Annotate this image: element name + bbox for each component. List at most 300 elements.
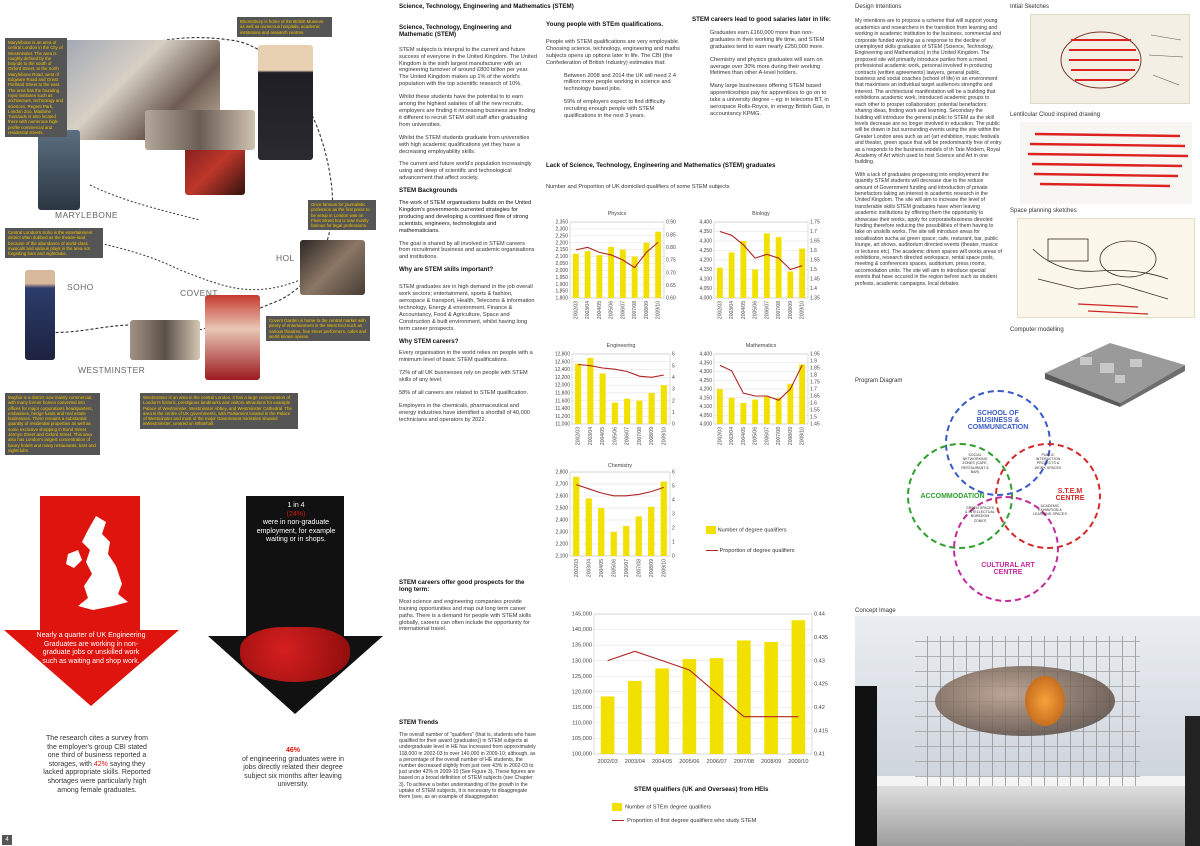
sketch-lines xyxy=(1018,219,1196,319)
x-tick-label: 2005/06 xyxy=(752,301,759,320)
x-tick-label: 2002/03 xyxy=(597,759,618,765)
plot-frame xyxy=(594,614,812,754)
uk-map-icon xyxy=(58,514,133,614)
x-tick-label: 2005/06 xyxy=(608,301,615,320)
x-tick-label: 2005/06 xyxy=(612,427,619,446)
chart-svg xyxy=(546,458,684,590)
y-tick-label: 105,000 xyxy=(571,736,592,743)
paragraph: Whilst the STEM students graduate from universities with high academic qualifications yet they have a decreasing employability skills. xyxy=(399,134,530,155)
y-tick-label: 4,400 xyxy=(699,219,712,226)
y2-tick-label: 1.55 xyxy=(810,407,820,414)
chart-stem-qualifiers xyxy=(546,604,846,774)
district-label: WESTMINSTER xyxy=(78,365,146,375)
legend-bar-swatch xyxy=(612,803,622,811)
y2-tick-label: 1.65 xyxy=(810,238,820,245)
photo-covent-performer xyxy=(205,295,260,380)
bar xyxy=(799,365,805,425)
venn-label-top: SCHOOL OF BUSINESS & COMMUNICATION xyxy=(967,410,1029,431)
y-tick-label: 12,800 xyxy=(554,351,570,358)
x-tick-label: 2004/05 xyxy=(596,301,603,320)
chart-mathematics xyxy=(690,338,828,454)
page-heading: Science, Technology, Engineering and Mathematics (STEM) xyxy=(399,3,574,10)
y-tick-label: 12,600 xyxy=(554,359,570,366)
chart-svg xyxy=(690,338,828,454)
x-tick-label: 2007/08 xyxy=(636,559,643,578)
x-tick-label: 2008/09 xyxy=(648,559,655,578)
note-soho: Central London's Soho is the entertainment district often dubbed as the theatre-land because of the abundance of world-class musicals and various plays in the area not forgetting bars and nightclubs. xyxy=(5,228,103,258)
y2-tick-label: 6 xyxy=(672,469,675,476)
x-tick-label: 2007/08 xyxy=(636,427,643,446)
paragraph: Every organisation in the world relies on people with a minimum level of basic STEM qualifications. xyxy=(399,350,533,364)
y-tick-label: 11,800 xyxy=(555,390,570,397)
x-tick-label: 2006/07 xyxy=(706,759,727,765)
paragraph: The current and future world's population increasingly using and deep of scientific and technological advancement that affect society. xyxy=(399,161,532,182)
y2-tick-label: 1.6 xyxy=(810,400,817,407)
x-tick-label: 2007/08 xyxy=(733,759,754,765)
chart-title: Engineering xyxy=(606,343,636,349)
district-label: MARYLEBONE xyxy=(55,210,118,220)
y2-tick-label: 1.5 xyxy=(810,267,817,274)
bar xyxy=(717,268,723,298)
concept-black-wall xyxy=(1185,716,1200,846)
right-arrow-2: were in non-graduate employment, for example waiting or in shops. xyxy=(256,519,336,544)
concept-image xyxy=(855,616,1200,846)
computer-model xyxy=(1040,335,1190,407)
paragraph: STEM subjects is intergral to the current and future success of everyone in the United Kingdom. The United Kingdom is the sixth largest manufacturer with an engineering turnover of around £800 billion per year. The United Kingdom makes up 1% of the world's population with the top scientific research of 10%. xyxy=(399,46,537,88)
y2-tick-label: 3 xyxy=(672,511,675,518)
y2-tick-label: 0.70 xyxy=(666,270,676,277)
y-tick-label: 4,350 xyxy=(699,229,712,236)
y-tick-label: 2,300 xyxy=(555,226,568,233)
note-fleet: Once famous for journalistic profession as the first press to be setup in London was on Fleet Street but is now mostly famous for legal professions. xyxy=(308,200,376,230)
plot-frame xyxy=(572,354,670,424)
legend-line-label: Proportion of first degree qualifiers who study STEM xyxy=(627,818,757,825)
y2-tick-label: 0.60 xyxy=(666,295,676,302)
y-tick-label: 2,700 xyxy=(555,481,568,488)
chart-svg xyxy=(546,604,846,774)
right-arrow-pct: (24%) xyxy=(286,510,306,518)
section-heading: STEM Backgrounds xyxy=(399,187,458,195)
y2-tick-label: 1 xyxy=(672,409,675,416)
infographic-panel xyxy=(0,492,380,846)
bar xyxy=(710,658,724,754)
big-pct-text xyxy=(238,747,348,790)
y2-tick-label: 2 xyxy=(672,398,675,405)
legend-big xyxy=(612,803,842,825)
y-tick-label: 2,050 xyxy=(555,261,568,268)
bar xyxy=(636,401,642,424)
bar xyxy=(737,640,751,754)
y2-tick-label: 3 xyxy=(672,386,675,393)
x-tick-label: 2005/06 xyxy=(679,759,700,765)
x-tick-label: 2003/04 xyxy=(585,301,592,320)
x-tick-label: 2003/04 xyxy=(586,559,593,578)
y2-tick-label: 0 xyxy=(672,421,675,428)
y-tick-label: 2,500 xyxy=(555,505,568,512)
y-tick-label: 2,800 xyxy=(555,469,568,476)
venn-overlap: SOCIAL NETWORKING ZONES (CAFE, RESTAURANT & BAR) xyxy=(961,453,989,474)
y-tick-label: 4,050 xyxy=(699,412,712,419)
x-tick-label: 2009/10 xyxy=(799,301,806,320)
y-tick-label: 4,300 xyxy=(699,369,712,376)
program-heading: Program Diagram xyxy=(855,378,903,384)
paragraph: The work of STEM organisations builds on the United Kingdom's governments currented strategies for producing and developing a continued flow of strong scientists, engineers, technologists and mathematicians. xyxy=(399,200,532,234)
column-1-trends xyxy=(399,720,537,806)
bar xyxy=(649,393,655,424)
y2-tick-label: 1.85 xyxy=(810,365,820,372)
section-heading: Design Intentions xyxy=(855,4,902,10)
x-tick-label: 2005/06 xyxy=(611,559,618,578)
bar xyxy=(586,498,592,556)
paragraph: The overall number of "qualifiers" (that is, students who have qualified for their award (graduates)) in STEM subjects at undergraduate level in HE has increased from approximately 118,000 in 2002-03 to over 140,000 in 2009-10; although, as a percentage of the overall number of HE students, the number decreased slightly from just over 43% in 2002-03 to just under 42% in 2009-10 (See Figure 3). These figures are based on a broad definition of STEM subjects (see Chapter 3). To achieve a better understanding of the growth in the uptake of STEM subjects, it is necessary to disaggregate them (see, as an example of disaggregation xyxy=(399,731,536,800)
x-tick-label: 2004/05 xyxy=(652,759,673,765)
y-tick-label: 145,000 xyxy=(571,611,592,618)
note-marylebone: Marylebone is an area of central London in the City of Westminster. The area is roughly defined by the bounds to the south of Oxford Street, to the north Marylebone Road, west of Edgware Road and Great Portland Street to the east. The area has the founding royal institutes such as architecture, technology and sciences. Regent Park, London Zoo, Madame Tussauds is also located there with numerous high-profile commercial and residential streets. xyxy=(5,38,67,137)
chart-engineering xyxy=(546,338,684,454)
y-tick-label: 12,400 xyxy=(554,367,570,374)
y-tick-label: 4,100 xyxy=(699,404,712,411)
bar xyxy=(596,255,602,298)
y2-tick-label: 6 xyxy=(672,351,675,358)
map-panel xyxy=(0,0,380,470)
bar xyxy=(683,659,697,754)
y2-tick-label: 1.4 xyxy=(810,286,817,293)
bar xyxy=(717,389,723,424)
y-tick-label: 1,950 xyxy=(555,274,568,281)
x-tick-label: 2003/04 xyxy=(729,301,736,320)
paragraph: People with STEM qualifications are very employable. Choosing science, technology, engineering and maths subjects opens up options later in life. The CBI (the Confederation of British Industry) estimates that: xyxy=(546,38,680,66)
section-heading: Science, Technology, Engineering and Mathematic (STEM) xyxy=(399,23,512,38)
sketch-heading-2: Lentilcular Cloud inspired drawing xyxy=(1010,112,1101,118)
y-tick-label: 135,000 xyxy=(571,642,592,649)
bar xyxy=(776,237,782,298)
x-tick-label: 2004/05 xyxy=(600,427,607,446)
sketch-lines xyxy=(1031,15,1191,105)
section-heading: STEM careers lead to good salaries later in life: xyxy=(692,16,831,23)
chart-svg xyxy=(690,206,828,332)
big-pct-desc: of engineering graduates were in jobs directly related their degree subject six months after leaving university. xyxy=(242,755,344,789)
concept-ground xyxy=(855,786,1200,846)
sketch-lines xyxy=(1020,122,1192,204)
y2-tick-label: 1.6 xyxy=(810,248,817,255)
x-tick-label: 2008/09 xyxy=(761,759,782,765)
y-tick-label: 11,600 xyxy=(555,398,570,405)
legend-bar-swatch xyxy=(706,526,716,534)
survey-pct: 42% xyxy=(93,760,108,768)
legend-small xyxy=(706,526,826,555)
y-tick-label: 4,250 xyxy=(699,248,712,255)
y-tick-label: 2,350 xyxy=(555,219,568,226)
bar xyxy=(598,508,604,556)
x-tick-label: 2005/06 xyxy=(752,427,759,446)
y2-tick-label: 0 xyxy=(672,553,675,560)
legend-bar-label: Number of STEm degree qualifiers xyxy=(625,804,712,811)
page-number: 4 xyxy=(2,835,12,845)
y-tick-label: 4,400 xyxy=(699,351,712,358)
y2-tick-label: 0.41 xyxy=(814,751,825,758)
x-tick-label: 2003/04 xyxy=(624,759,645,765)
bar xyxy=(601,696,615,754)
bar xyxy=(632,257,638,298)
y-tick-label: 4,000 xyxy=(699,421,712,428)
note-westminster: Westminster is an area in the central London, it has a large concentration of London's historic, prestigious landmarks and visitors attractions for example Palace of Westminster, Westminster Abbey, and Westminster Cathedral. The area is the centre of UK governments, with Parliament located in the Palace of Westminster and most of the major Government ministries situated inWestminster, centred on Whitehall. xyxy=(140,393,298,429)
bar xyxy=(620,250,626,298)
y2-tick-label: 1.45 xyxy=(810,276,820,283)
note-covent: Covent Garden is home to the central market with plenty of entertainment in the West End such as various theatres, free street performers, cafes and world known operas. xyxy=(266,316,370,341)
section-heading: Why STEM careers? xyxy=(399,337,459,345)
y-tick-label: 130,000 xyxy=(571,658,592,665)
y2-tick-label: 4 xyxy=(672,497,675,504)
y-tick-label: 2,150 xyxy=(555,247,568,254)
x-tick-label: 2004/05 xyxy=(598,559,605,578)
y-tick-label: 4,250 xyxy=(699,377,712,384)
x-tick-label: 2002/03 xyxy=(717,427,724,446)
y-tick-label: 2,200 xyxy=(555,541,568,548)
x-tick-label: 2009/10 xyxy=(661,427,668,446)
bar xyxy=(573,477,579,556)
x-tick-label: 2008/09 xyxy=(787,301,794,320)
x-tick-label: 2006/07 xyxy=(623,559,630,578)
y2-tick-label: 1.55 xyxy=(810,257,820,264)
paragraph: Between 2008 and 2014 the UK will need 2.4 million more people working in science and technology based jobs. xyxy=(564,72,676,93)
x-tick-label: 2002/03 xyxy=(575,427,582,446)
y2-tick-label: 0.85 xyxy=(666,232,676,239)
sketch-space-planning xyxy=(1017,218,1195,318)
y-tick-label: 4,150 xyxy=(699,395,712,402)
x-tick-label: 2009/10 xyxy=(788,759,809,765)
y2-tick-label: 0.80 xyxy=(666,244,676,251)
survey-2: saying they lacked appropriate skills. Reported shortages were particularly high among female graduates. xyxy=(43,760,151,794)
district-label: COVENT xyxy=(180,288,218,298)
chart-svg xyxy=(546,206,684,332)
legend-line-label: Proportion of degree qualifiers xyxy=(719,548,795,555)
concept-orange-element xyxy=(1025,676,1065,726)
right-arrow-1: 1 in 4 xyxy=(287,502,305,509)
y-tick-label: 12,200 xyxy=(554,374,570,381)
y-tick-label: 4,200 xyxy=(699,257,712,264)
venn-overlap: ACADEMIC EXHIBITION & LEARNING SPACES xyxy=(1033,504,1067,517)
note-mayfair: Mayfair is a district now mainly commercial, with many former homes converted into offices for major corporations headquarters, embassies, hedge funds and real estate businesses. There remains a substantial quantity of residential properties as well as some exclusive shopping in Bond Street, Jermyn Street and Oxford Street. This area also has London's largest concentration of luxury hotels and many restaurants, bars and nightclubs. xyxy=(5,393,100,455)
y-tick-label: 11,200 xyxy=(555,413,570,420)
x-tick-label: 2006/07 xyxy=(624,427,631,446)
photo-woman xyxy=(25,270,55,360)
y2-tick-label: 1.8 xyxy=(810,372,817,379)
y-tick-label: 11,400 xyxy=(555,406,570,413)
y2-tick-label: 0.43 xyxy=(814,658,825,665)
y-tick-label: 4,100 xyxy=(699,276,712,283)
y-tick-label: 115,000 xyxy=(572,704,592,711)
plot-frame xyxy=(570,472,670,556)
bar xyxy=(729,252,735,298)
bar xyxy=(729,398,735,424)
bar xyxy=(655,668,669,754)
y-tick-label: 4,000 xyxy=(699,295,712,302)
paragraph: STEM graduates are in high demand in the job overall work sectors; entertainment, sports & fashion, aerospace & transport, Health, Telecoms & information technology, Energy & environment, Finance & Accountancy, Food & Agriculture, Space and Construction & built environment, whilst having long term career prospects. xyxy=(399,284,535,332)
y2-tick-label: 1.45 xyxy=(810,421,820,428)
x-tick-label: 2002/03 xyxy=(573,559,580,578)
bar xyxy=(655,232,661,298)
y-tick-label: 4,050 xyxy=(699,286,712,293)
y2-tick-label: 4 xyxy=(672,374,675,381)
x-tick-label: 2004/05 xyxy=(740,427,747,446)
x-tick-label: 2007/08 xyxy=(776,301,783,320)
paragraph: Many large businesses offering STEM based apprenticeships pay for apprentices to go on to take a university degree – eg: in telecoms BT, in aerospace Rolls-Royce, in energy British Gas, in accountancy KPMG. xyxy=(710,83,831,117)
y2-tick-label: 1.5 xyxy=(810,414,817,421)
y2-tick-label: 1.75 xyxy=(810,379,820,386)
y2-tick-label: 0.425 xyxy=(814,681,828,688)
bar xyxy=(661,482,667,556)
y-tick-label: 4,150 xyxy=(699,267,712,274)
bar xyxy=(740,241,746,298)
y2-tick-label: 2 xyxy=(672,525,675,532)
chart-biology xyxy=(690,206,828,332)
series-line xyxy=(576,485,664,496)
y-tick-label: 2,000 xyxy=(555,267,568,274)
chart-title: Biology xyxy=(752,211,770,217)
y2-tick-label: 0.42 xyxy=(814,704,825,711)
photo-westminster-people xyxy=(130,320,200,360)
y-tick-label: 125,000 xyxy=(571,673,592,680)
bar xyxy=(648,507,654,556)
survey-1: The research cites a survey from the employer's group CBI stated one third of business reported a storages, with xyxy=(46,735,148,768)
y-tick-label: 2,100 xyxy=(555,553,568,560)
x-tick-label: 2006/07 xyxy=(620,301,627,320)
y2-tick-label: 0.75 xyxy=(666,257,676,264)
red-blob xyxy=(240,627,350,682)
plot-frame xyxy=(570,222,664,298)
venn-overlap: PUBLIC INTERACTION PROJECTS & WORK SPACES xyxy=(1034,453,1062,470)
bar xyxy=(575,364,581,424)
district-label: HOL xyxy=(276,253,295,263)
bar xyxy=(764,233,770,298)
x-tick-label: 2009/10 xyxy=(799,427,806,446)
y2-tick-label: 5 xyxy=(672,483,675,490)
section-heading: STEM Trends xyxy=(399,719,439,726)
concept-black-wall xyxy=(855,686,877,846)
y2-tick-label: 0.44 xyxy=(814,611,825,618)
y-tick-label: 4,300 xyxy=(699,238,712,245)
bar xyxy=(623,526,629,556)
bar xyxy=(799,249,805,298)
venn-label-bottom: CULTURAL ART CENTRE xyxy=(981,562,1035,576)
bar xyxy=(752,400,758,425)
y-tick-label: 11,000 xyxy=(555,421,570,428)
bar xyxy=(636,516,642,556)
y-tick-label: 1,900 xyxy=(555,281,568,288)
y2-tick-label: 1.65 xyxy=(810,393,820,400)
bar xyxy=(585,251,591,298)
bar xyxy=(764,396,770,424)
y-tick-label: 2,600 xyxy=(555,493,568,500)
y-tick-label: 120,000 xyxy=(571,689,592,696)
y2-tick-label: 1 xyxy=(672,539,675,546)
big-chart-title: STEM qualifiers (UK and Overseas) from HEIs xyxy=(634,786,769,793)
chart-title: Mathematics xyxy=(745,343,777,349)
bar xyxy=(661,385,667,424)
y-tick-label: 100,000 xyxy=(571,751,592,758)
chart-physics xyxy=(546,206,684,332)
column-2b xyxy=(692,17,832,124)
x-tick-label: 2004/05 xyxy=(740,301,747,320)
bar xyxy=(787,271,793,298)
bar xyxy=(776,398,782,424)
y-tick-label: 1,800 xyxy=(555,295,568,302)
sketch-heading-4: Computer modelling xyxy=(1010,327,1064,333)
section-heading: STEM careers offer good prospects for the long term: xyxy=(399,579,525,593)
paragraph: Graduates earn £160,000 more than non-graduates in their working life time, and STEM graduates tend to earn nearly £250,000 more. xyxy=(710,29,825,50)
x-tick-label: 2006/07 xyxy=(764,301,771,320)
chart-title: Physics xyxy=(607,211,627,217)
sketch-lenticular xyxy=(1020,122,1192,204)
photo-contract xyxy=(300,240,365,295)
venn-label-right: S.T.E.M CENTRE xyxy=(1055,488,1085,502)
bar xyxy=(787,384,793,424)
chart-chemistry xyxy=(546,458,684,590)
x-tick-label: 2003/04 xyxy=(587,427,594,446)
bar xyxy=(600,373,606,424)
sketch-heading-3: Space planning sketches xyxy=(1010,208,1077,214)
legend-bar-label: Number of degree qualifiers xyxy=(717,527,787,534)
x-tick-label: 2002/03 xyxy=(717,301,724,320)
bar xyxy=(792,620,806,754)
program-diagram xyxy=(905,388,1085,603)
venn-overlap: GREEN SPACES & INTELLECTUAL BOREDOM ZONES xyxy=(965,506,995,523)
y-tick-label: 12,000 xyxy=(554,382,570,389)
left-arrow-text: Nearly a quarter of UK Engineering Graduates are working in non-graduate jobs or unskilled work such as waiting and shop work. xyxy=(36,632,146,665)
x-tick-label: 2008/09 xyxy=(649,427,656,446)
y2-tick-label: 0.435 xyxy=(814,634,828,641)
y2-tick-label: 0.415 xyxy=(814,728,828,735)
section-heading: Why are STEM skills important? xyxy=(399,266,494,274)
y-tick-label: 4,200 xyxy=(699,386,712,393)
y2-tick-label: 1.95 xyxy=(810,351,820,358)
bar xyxy=(612,403,618,424)
x-tick-label: 2002/03 xyxy=(573,301,580,320)
x-tick-label: 2003/04 xyxy=(729,427,736,446)
column-2a xyxy=(546,22,684,126)
y-tick-label: 2,400 xyxy=(555,517,568,524)
y2-tick-label: 1.75 xyxy=(810,219,820,226)
x-tick-label: 2008/09 xyxy=(643,301,650,320)
section-heading: Young people with STEm qualifications. xyxy=(546,21,664,28)
bar xyxy=(587,358,593,424)
y2-tick-label: 1.9 xyxy=(810,358,817,365)
y-tick-label: 1,850 xyxy=(555,288,568,295)
x-tick-label: 2007/08 xyxy=(776,427,783,446)
x-tick-label: 2008/09 xyxy=(787,427,794,446)
y-tick-label: 2,100 xyxy=(555,254,568,261)
paragraph: My intentions are to propose a scheme that will support young academics and researchers in the transition from learning and working in academic institution to the business, commercial and corporate funded working as a response to the decline of unemployed skills graduates of STEM (Science, Technology, Engineering and Mathematics) in the United Kingdom. The proposed site will primarily introduce parties from a mixed professional academic work, personal involved in producing contracts (written agreements) lawyers, general public, business and social coaches (school of life) in an environment that maximises an individual target audiences strengths and interest. The architectural manifestation will be a building that exhibitions academic work, introduced academic groups to each other to prosper collaboration: potential benefactors; sharing ideas, finding work and learning. Secondary the building will introduce the general public to STEM as the skill levels decrease are no longer involved in education. The public will be drawn in but surrounding events using the site within the Greater London area such as art (art exhibition, music festivals and theater, green space that will be predominantly free of entry as a responds to the business models of th Tate Modern, Royal Academy of Art which used to host Science and Art in one building. xyxy=(855,18,1002,166)
x-tick-label: 2009/10 xyxy=(655,301,662,320)
photo-crowd-2 xyxy=(145,110,255,150)
district-label: SOHO xyxy=(67,282,94,292)
paragraph: Employers in the chemicals, pharmaceutical and energy industries have identified a shortfall of 40,000 technicians and operators by 2022. xyxy=(399,402,530,423)
y-tick-label: 110,000 xyxy=(572,720,592,727)
y2-tick-label: 1.35 xyxy=(810,295,820,302)
right-arrow-text xyxy=(250,502,342,545)
bar xyxy=(740,403,746,424)
y2-tick-label: 0.90 xyxy=(666,219,676,226)
paragraph: Whilst these students have the potential to to earn among the highiest salaries of all the new recruits, employers are finding it increasing business are finding it different to recruit STEM skill staff after graduating from universities. xyxy=(399,94,536,128)
photo-businessman xyxy=(258,45,313,160)
y2-tick-label: 5 xyxy=(672,363,675,370)
big-pct: 46% xyxy=(285,747,300,754)
paragraph: 58% of all careers are related to STEM qualification. xyxy=(399,390,529,397)
sketch-initial xyxy=(1030,14,1190,104)
paragraph: Chemistry and physics graduates will earn on average over 30% more during their working lifetimes than other A-level holders. xyxy=(710,56,823,77)
paragraph: The goal is shared by all involved in STEM careers from recruitment business and academic organisations and institutions. xyxy=(399,240,535,261)
bar xyxy=(624,399,630,424)
